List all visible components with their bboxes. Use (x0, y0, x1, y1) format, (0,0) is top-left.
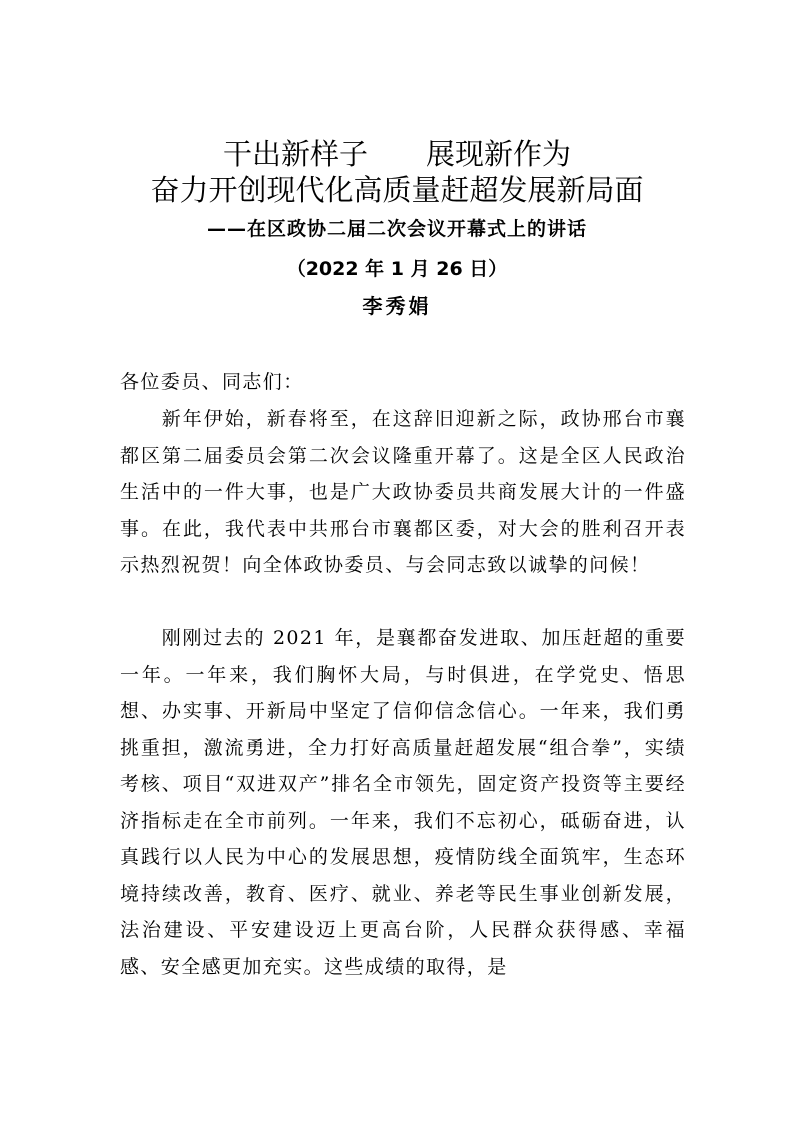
paragraph-2: 刚刚过去的 2021 年，是襄都奋发进取、加压赶超的重要一年。一年来，我们胸怀大局，与时俱进，在学党史、悟思想、办实事、开新局中坚定了信仰信念信心。一年来，我们勇挑重担，激流勇进，全力打好高质量赶超发展“组合拳”，实绩考核、项目“双进双产”排名全市领先，固定资产投资等主要经济指标走在全市前列。一年来，我们不忘初心，砥砺奋进，认真践行以人民为中心的发展思想，疫情防线全面筑牢，生态环境持续改善，教育、医疗、就业、养老等民生事业创新发展，法治建设、平安建设迈上更高台阶，人民群众获得感、幸福感、安全感更加充实。这些成绩的取得，是 (120, 627, 686, 978)
paragraph-1: 新年伊始，新春将至，在这辞旧迎新之际，政协邢台市襄都区第二届委员会第二次会议隆重开幕了。这是全区人民政治生活中的一件大事，也是广大政协委员共商发展大计的一件盛事。在此，我代表中共邢台市襄都区委，对大会的胜利召开表示热烈祝贺！向全体政协委员、与会同志致以诚挚的问候！ (120, 408, 686, 576)
title-line-2: 奋力开创现代化高质量赶超发展新局面 (150, 173, 644, 207)
subtitle: ——在区政协二届二次会议开幕式上的讲话 (206, 218, 587, 240)
speech-date: （2022 年 1 月 26 日） (286, 258, 508, 280)
greeting: 各位委员、同志们： (120, 371, 304, 393)
title-line-1: 干出新样子 展现新作为 (222, 137, 571, 171)
author-name: 李秀娟 (362, 294, 432, 318)
